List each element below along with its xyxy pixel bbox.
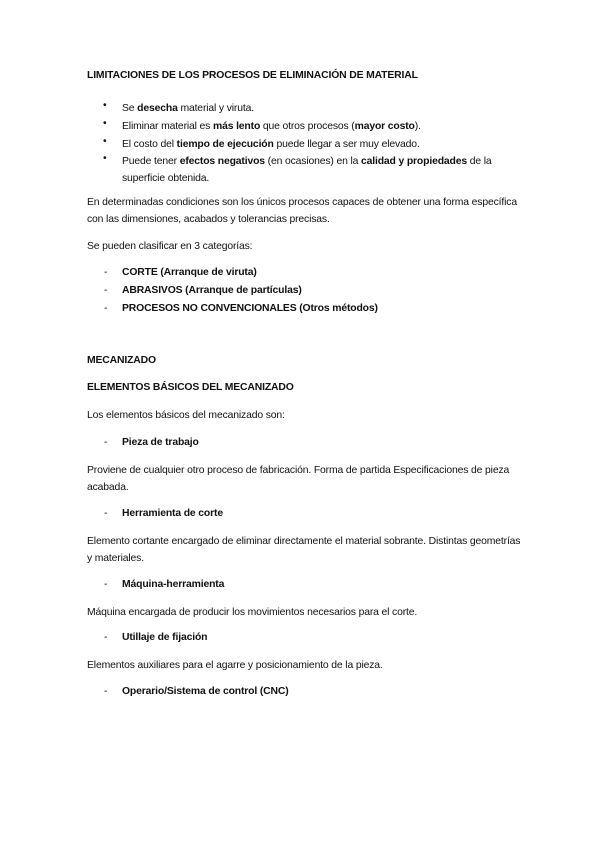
paragraph: En determinadas condiciones son los únicos procesos capaces de obtener una forma específica con las dimensiones, acabados y tolerancias precisas. [87,197,517,225]
text-run: de la superficie obtenida. [122,156,492,184]
list-item [122,118,522,135]
dash-marker: - [104,686,108,697]
dash-marker: - [104,579,108,590]
bold-text: tiempo de ejecución [176,139,274,150]
text-run: (en ocasiones) en la [264,156,361,167]
paragraph: Los elementos básicos del mecanizado son: [87,410,285,421]
text-run: Puede tener [122,156,180,167]
bold-text: más lento [212,121,261,132]
text-run: material y viruta. [177,103,254,114]
element-title: Máquina-herramienta [122,579,225,590]
element-title: Utillaje de fijación [122,632,208,643]
dash-marker: - [104,267,108,278]
list-item: PROCESOS NO CONVENCIONALES (Otros métodos) [122,303,378,314]
element-description: Proviene de cualquier otro proceso de fabricación. Forma de partida Especificaciones de pieza acabada. [87,465,510,493]
bold-text: calidad y propiedades [360,156,467,167]
text-run: ). [414,121,421,132]
list-item [122,153,522,187]
paragraph: Se pueden clasificar en 3 categorías: [87,241,253,252]
dash-marker: - [104,508,108,519]
bullet-marker: • [103,136,107,147]
subsection-heading: ELEMENTOS BÁSICOS DEL MECANIZADO [87,382,294,393]
dash-marker: - [104,285,108,296]
list-item: ABRASIVOS (Arranque de partículas) [122,285,302,296]
bold-text: efectos negativos [179,156,265,167]
list-item [122,136,522,153]
element-description: Elemento cortante encargado de eliminar directamente el material sobrante. Distintas geometrías y materiales. [87,536,521,564]
element-title: Operario/Sistema de control (CNC) [122,686,289,697]
bullet-marker: • [103,153,107,164]
dash-marker: - [104,632,108,643]
bold-text: mayor costo [354,121,415,132]
bullet-marker: • [103,100,107,111]
section-heading: LIMITACIONES DE LOS PROCESOS DE ELIMINACIÓN DE MATERIAL [87,70,418,81]
element-title: Herramienta de corte [122,508,223,519]
dash-marker: - [104,437,108,448]
list-item: CORTE (Arranque de viruta) [122,267,257,278]
bullet-marker: • [103,118,107,129]
element-description: Máquina encargada de producir los movimientos necesarios para el corte. [87,607,418,618]
element-title: Pieza de trabajo [122,437,199,448]
text-run: que otros procesos ( [260,121,355,132]
dash-marker: - [104,303,108,314]
text-run: Eliminar material es [122,121,213,132]
element-description: Elementos auxiliares para el agarre y posicionamiento de la pieza. [87,660,383,671]
text-run: Se [122,103,138,114]
bold-text: desecha [137,103,178,114]
list-item [122,100,522,117]
section-heading: MECANIZADO [87,355,156,366]
text-run: El costo del [122,139,177,150]
text-run: puede llegar a ser muy elevado. [273,139,420,150]
